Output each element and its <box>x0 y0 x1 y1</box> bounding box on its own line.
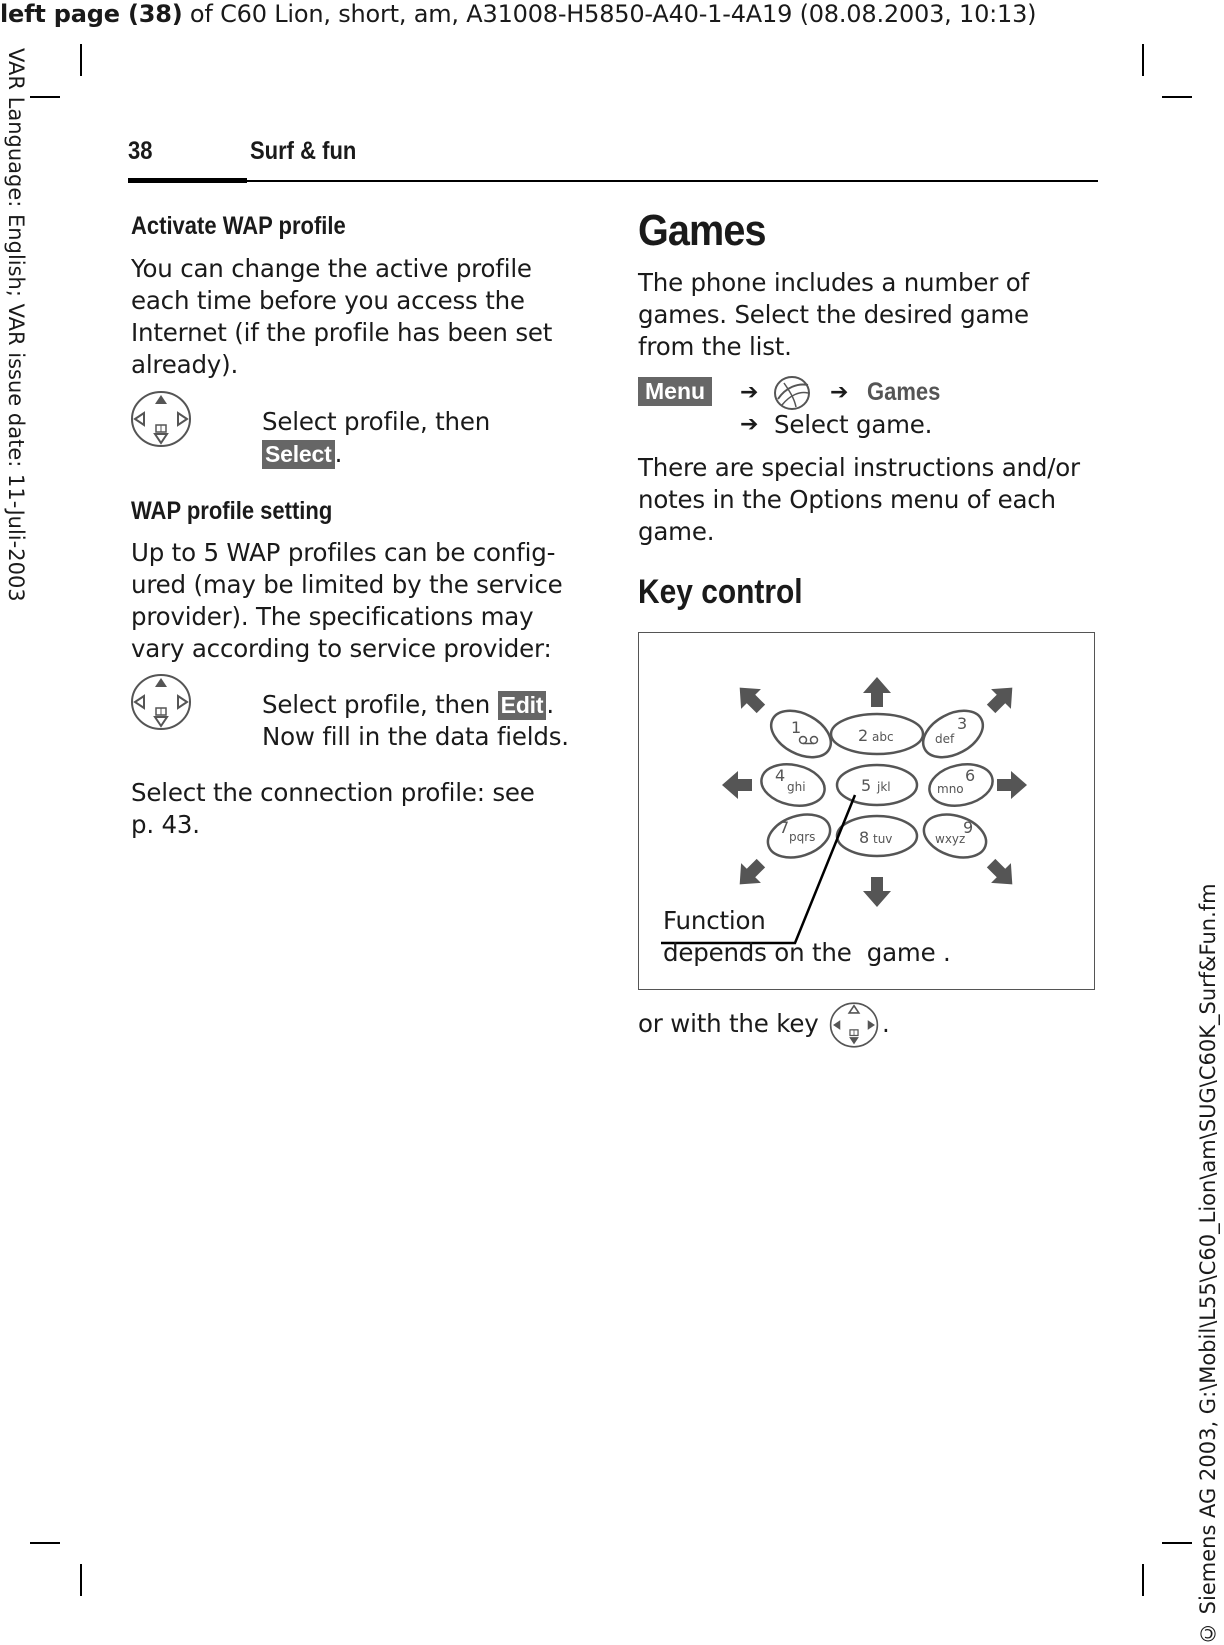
print-header <box>0 0 1036 28</box>
key-9-letters: wxyz <box>935 832 966 846</box>
setting-step: Select profile, then Edit . Now fill in the data fields. <box>262 690 569 751</box>
key-8-letters: tuv <box>873 832 893 846</box>
activate-wap-text: You can change the active profile each time before you access the Internet (if the profile has been set already). <box>131 254 553 379</box>
navkey-text-label: or with the key <box>638 1009 819 1038</box>
key-9-digit: 9 <box>963 818 974 837</box>
key-3-letters: def <box>935 732 955 746</box>
menu-path-step: Select game. <box>774 410 933 439</box>
wap-setting-heading: WAP profile setting <box>131 497 333 525</box>
print-header-bold: left page (38) <box>0 0 183 28</box>
menu-softkey[interactable]: Menu <box>638 377 712 406</box>
key-2-digit: 2 <box>858 726 869 745</box>
key-3-digit: 3 <box>957 714 968 733</box>
keypad-caption-line2: depends on the game . <box>663 938 951 967</box>
setting-step-text: Select profile, then <box>262 690 491 719</box>
navigation-key-icon <box>130 673 192 731</box>
navkey-period: . <box>882 1009 890 1038</box>
arrow-left-icon <box>722 771 752 799</box>
activate-step-text: Select profile, then <box>262 407 491 436</box>
games-text: The phone includes a number of games. Select the desired game from the list. <box>638 268 1029 361</box>
arrow-up-icon <box>863 677 891 707</box>
arrow-right-icon: ➔ <box>740 412 759 437</box>
keypad-caption-line1: Function <box>663 906 766 935</box>
key-7-digit: 7 <box>779 818 790 837</box>
header-rule <box>128 180 1098 182</box>
key-2-letters: abc <box>872 730 894 744</box>
side-note-left: VAR Language: English; VAR issue date: 11-Juli-2003 <box>4 48 28 602</box>
browser-globe-icon <box>772 375 812 411</box>
key-4-digit: 4 <box>775 766 786 785</box>
crop-mark <box>30 1542 60 1544</box>
key-1-digit: 1 <box>791 718 802 737</box>
key-6-digit: 6 <box>965 766 976 785</box>
key-5-digit: 5 <box>861 776 872 795</box>
section-title: Surf & fun <box>250 137 357 165</box>
page-number: 38 <box>128 137 153 165</box>
navigation-key-icon <box>130 390 192 448</box>
key-4-letters: ghi <box>787 780 806 794</box>
options-text: There are special instructions and/or notes in the Options menu of each game. <box>638 453 1080 546</box>
arrow-down-icon <box>863 877 891 907</box>
arrow-right-icon: ➔ <box>830 380 849 405</box>
keypad-diagram <box>638 632 1095 990</box>
setting-step-text2: Now fill in the data fields. <box>262 722 569 751</box>
crop-mark <box>80 1564 82 1596</box>
arrow-up-right-icon <box>981 678 1022 719</box>
wap-setting-text: Up to 5 WAP profiles can be configured (may be limited by the service provider). The specifications may vary according to service provider: <box>131 538 563 663</box>
arrow-down-left-icon <box>730 853 771 894</box>
games-heading: Games <box>638 206 766 255</box>
crop-mark <box>1162 96 1192 98</box>
key-8-digit: 8 <box>859 828 870 847</box>
activate-step: Select profile, then Select . <box>262 407 491 468</box>
key-7-letters: pqrs <box>789 830 816 844</box>
arrow-up-left-icon <box>730 678 771 719</box>
menu-path <box>638 377 712 406</box>
key-6-letters: mno <box>937 782 964 796</box>
menu-path-games[interactable]: Games <box>867 378 941 406</box>
navigation-key-icon <box>829 1001 879 1049</box>
header-rule-accent <box>128 178 247 183</box>
print-header-rest: of C60 Lion, short, am, A31008-H5850-A40-1-4A19 (08.08.2003, 10:13) <box>182 0 1037 28</box>
crop-mark <box>1162 1542 1192 1544</box>
side-note-right: © Siemens AG 2003, G:\Mobil\L55\C60_Lion\am\SUG\C60K_Surf&Fun.fm <box>1196 883 1220 1645</box>
arrow-right-icon: ➔ <box>740 380 759 405</box>
activate-wap-heading: Activate WAP profile <box>131 212 346 240</box>
crop-mark <box>1142 1564 1144 1596</box>
key-5-letters: jkl <box>877 780 891 794</box>
connection-profile-text: Select the connection profile: see p. 43. <box>131 778 535 839</box>
navkey-text <box>638 1008 819 1040</box>
arrow-down-right-icon <box>981 853 1022 894</box>
select-softkey[interactable]: Select <box>262 440 335 469</box>
edit-softkey[interactable]: Edit <box>498 691 547 720</box>
key-control-heading: Key control <box>638 573 803 611</box>
crop-mark <box>30 96 60 98</box>
crop-mark <box>1142 44 1144 76</box>
crop-mark <box>80 44 82 76</box>
arrow-right-icon <box>997 771 1027 799</box>
